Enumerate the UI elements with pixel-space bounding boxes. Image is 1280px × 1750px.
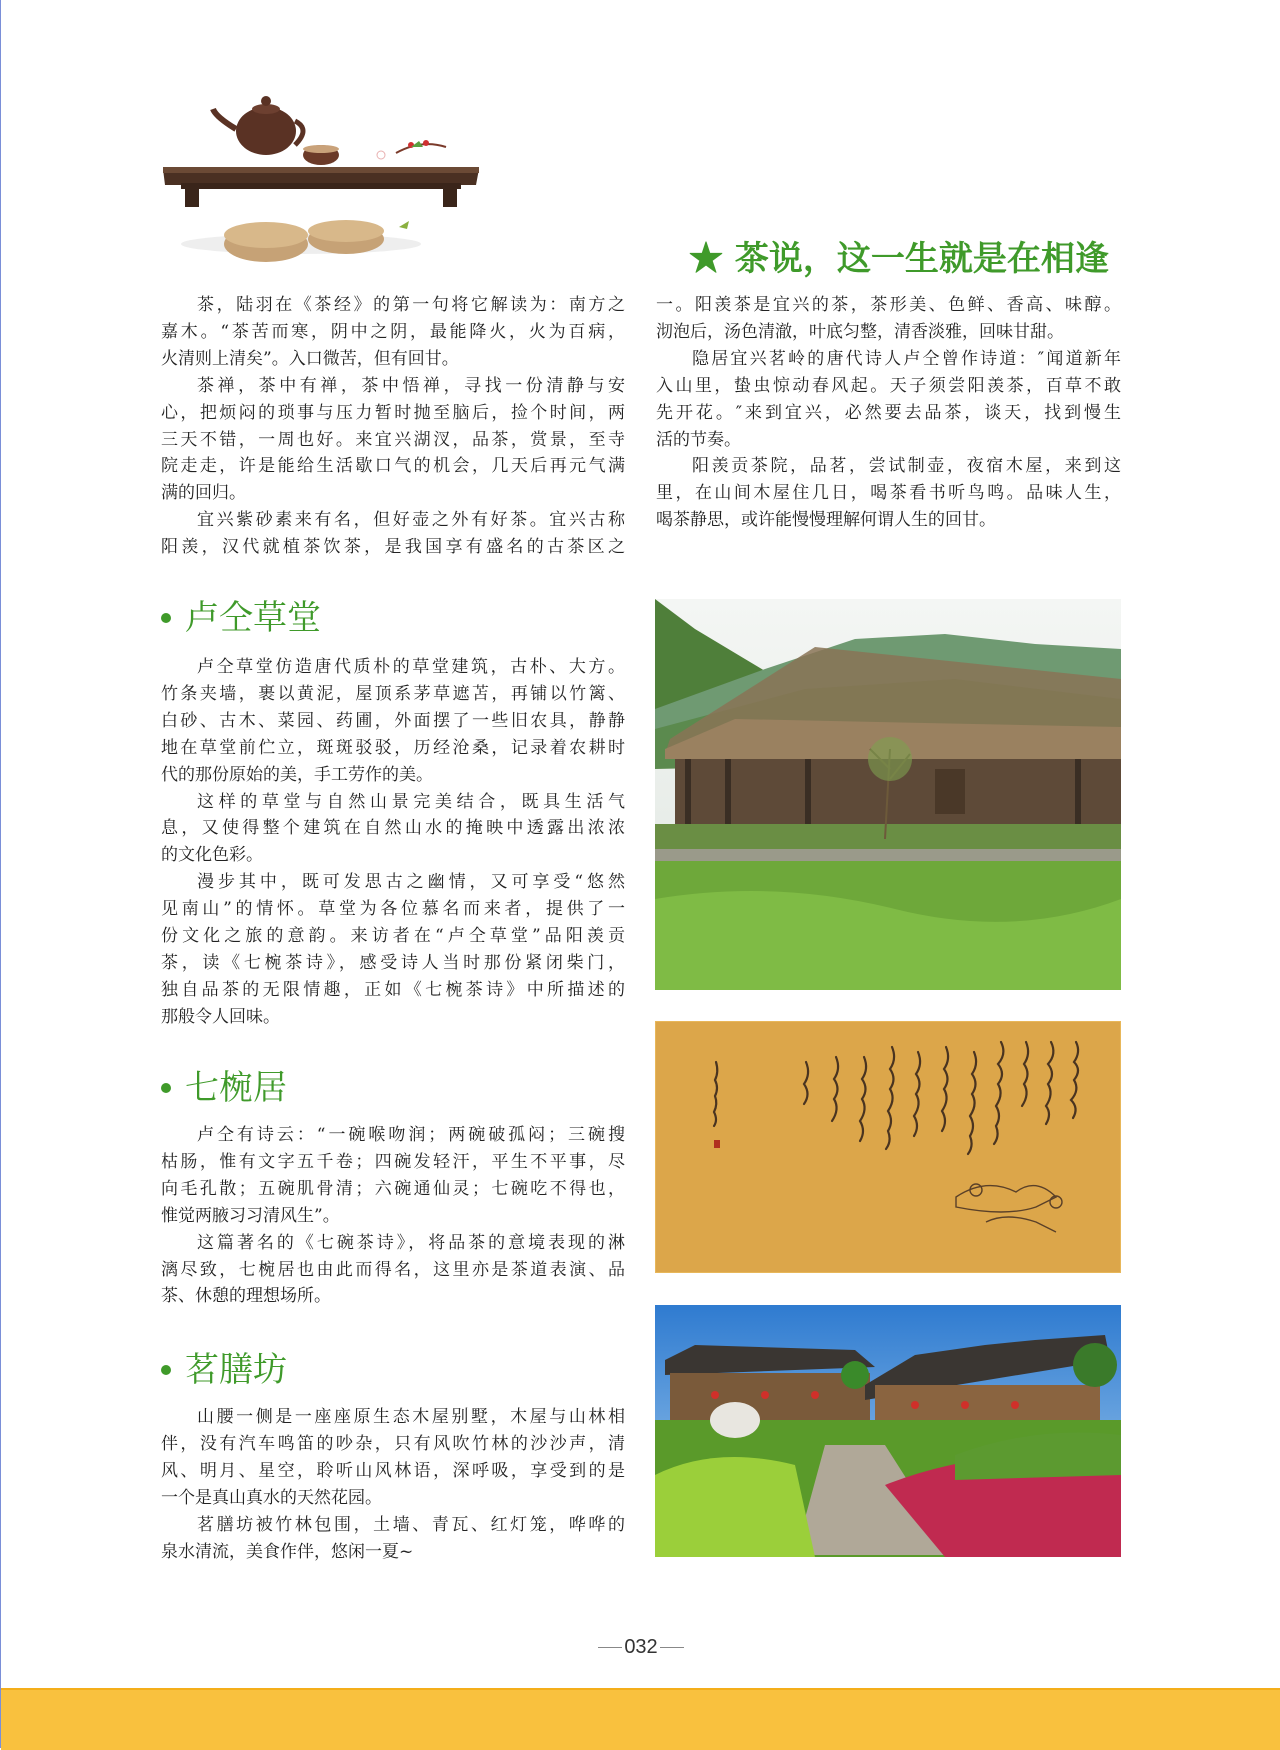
text-line: 山腰一侧是一座座原生态木屋别墅，木屋与山林相: [197, 1407, 625, 1427]
text-line: 那般令人回味。: [161, 1006, 280, 1027]
text-line: 茶禅，茶中有禅，茶中悟禅，寻找一份清静与安: [197, 375, 625, 396]
text-line: 隐居宜兴茗岭的唐代诗人卢仝曾作诗道：″闻道新年: [692, 348, 1121, 369]
text-line: 独自品茶的无限情趣，正如《七椀茶诗》中所描述的: [161, 979, 625, 1000]
text-line: 先开花。″来到宜兴，必然要去品茶，谈天，找到慢生: [656, 402, 1121, 423]
section-title-lutong-caotang: [161, 598, 321, 638]
star-icon: ★: [689, 239, 723, 279]
text-line: 嘉木。“茶苦而寒，阴中之阴，最能降火，火为百病，: [161, 321, 625, 342]
text-line: 卢仝有诗云：“一碗喉吻润；两碗破孤闷；三碗搜: [197, 1125, 625, 1145]
footer-band: [1, 1688, 1280, 1750]
text-line: 入山里，蛰虫惊动春风起。天子须尝阳羡茶，百草不敢: [656, 375, 1121, 396]
text-line: 息，又使得整个建筑在自然山水的掩映中透露出浓浓: [161, 818, 625, 839]
section-title-mingshanfang: [161, 1350, 287, 1390]
text-line: 漫步其中，既可发思古之幽情，又可享受“悠然: [197, 872, 625, 893]
divider: [598, 1647, 622, 1648]
text-line: 里，在山间木屋住几日，喝茶看书听鸟鸣。品味人生，: [656, 483, 1121, 504]
bullet-dot-icon: [161, 1365, 171, 1375]
text-line: 伴，没有汽车鸣笛的吵杂，只有风吹竹林的沙沙声，清: [161, 1433, 625, 1454]
section-title-text: 七椀居: [185, 1068, 287, 1108]
text-line: 风、明月、星空，聆听山风林语，深呼吸，享受到的是: [161, 1460, 625, 1481]
bullet-dot-icon: [161, 1083, 171, 1093]
page-number-text: 032: [624, 1636, 658, 1658]
text-line: 一。阳羡茶是宜兴的茶，茶形美、色鲜、香高、味醇。: [656, 295, 1121, 315]
text-line: 这样的草堂与自然山景完美结合，既具生活气: [197, 791, 625, 812]
text-line: 心，把烦闷的琐事与压力暂时抛至脑后，捡个时间，两: [161, 402, 625, 423]
text-line: 向毛孔散；五碗肌骨清；六碗通仙灵；七碗吃不得也，: [161, 1178, 625, 1199]
intro-left-column: [161, 292, 625, 561]
teapot-table-illustration: [161, 89, 481, 269]
wooden-houses-garden-photo: [655, 1305, 1121, 1557]
section-title-text: 茗膳坊: [185, 1350, 287, 1390]
text-line: 沏泡后，汤色清澈，叶底匀整，清香淡雅，回味甘甜。: [656, 321, 1064, 342]
section-body-mingshanfang: [161, 1404, 625, 1565]
calligraphy-painting: [655, 1021, 1121, 1273]
text-line: 三天不错，一周也好。来宜兴湖汊，品茶，赏景，至寺: [161, 429, 625, 450]
text-line: 喝茶静思，或许能慢慢理解何谓人生的回甘。: [656, 510, 996, 531]
thatched-hall-photo: [655, 599, 1121, 990]
text-line: 卢仝草堂仿造唐代质朴的草堂建筑，古朴、大方。: [197, 657, 625, 677]
text-line: 泉水清流，美食作伴，悠闲一夏~: [161, 1541, 414, 1562]
text-line: 阳羡，汉代就植茶饮茶，是我国享有盛名的古茶区之: [161, 537, 625, 558]
text-line: 院走走，许是能给生活歇口气的机会，几天后再元气满: [161, 456, 625, 477]
text-line: 茶、休憩的理想场所。: [161, 1286, 331, 1307]
bullet-dot-icon: [161, 613, 171, 623]
page-number: [1, 1636, 1280, 1659]
section-title-qiwanju: [161, 1068, 287, 1108]
text-line: 见南山”的情怀。草堂为各位慕名而来者，提供了一: [161, 899, 625, 920]
text-line: 漓尽致，七椀居也由此而得名，这里亦是茶道表演、品: [161, 1259, 625, 1280]
text-line: 枯肠，惟有文字五千卷；四碗发轻汗，平生不平事，尽: [161, 1151, 625, 1172]
page-title: [689, 238, 1109, 280]
section-body-lutong-caotang: [161, 654, 625, 1031]
divider: [660, 1647, 684, 1648]
text-line: 惟觉两腋习习清风生”。: [161, 1205, 340, 1226]
text-line: 的文化色彩。: [161, 845, 263, 866]
text-line: 代的那份原始的美，手工劳作的美。: [161, 764, 433, 785]
text-line: 份文化之旅的意韵。来访者在“卢仝草堂”品阳羡贡: [161, 926, 625, 947]
text-line: 茶，陆羽在《茶经》的第一句将它解读为：南方之: [197, 295, 625, 315]
text-line: 火清则上清矣”。入口微苦，但有回甘。: [161, 348, 459, 369]
section-title-text: 卢仝草堂: [185, 598, 321, 638]
text-line: 地在草堂前伫立，斑斑驳驳，历经沧桑，记录着农耕时: [161, 737, 625, 758]
intro-right-column: [656, 292, 1121, 534]
text-line: 活的节奏。: [656, 429, 741, 450]
text-line: 一个是真山真水的天然花园。: [161, 1487, 382, 1508]
text-line: 满的回归。: [161, 483, 246, 504]
text-line: 茶，读《七椀茶诗》，感受诗人当时那份紧闭柴门，: [161, 952, 625, 973]
section-body-qiwanju: [161, 1122, 625, 1310]
text-line: 宜兴紫砂素来有名，但好壶之外有好茶。宜兴古称: [197, 510, 625, 531]
text-line: 这篇著名的《七碗茶诗》，将品茶的意境表现的淋: [197, 1232, 625, 1253]
text-line: 阳羡贡茶院，品茗，尝试制壶，夜宿木屋，来到这: [692, 456, 1121, 477]
text-line: 白砂、古木、菜园、药圃，外面摆了一些旧农具，静静: [161, 710, 625, 731]
text-line: 竹条夹墙，裹以黄泥，屋顶系茅草遮苫，再铺以竹篱、: [161, 683, 625, 704]
page-title-text: 茶说，这一生就是在相逢: [734, 239, 1109, 279]
text-line: 茗膳坊被竹林包围，土墙、青瓦、红灯笼，哗哗的: [197, 1514, 625, 1535]
